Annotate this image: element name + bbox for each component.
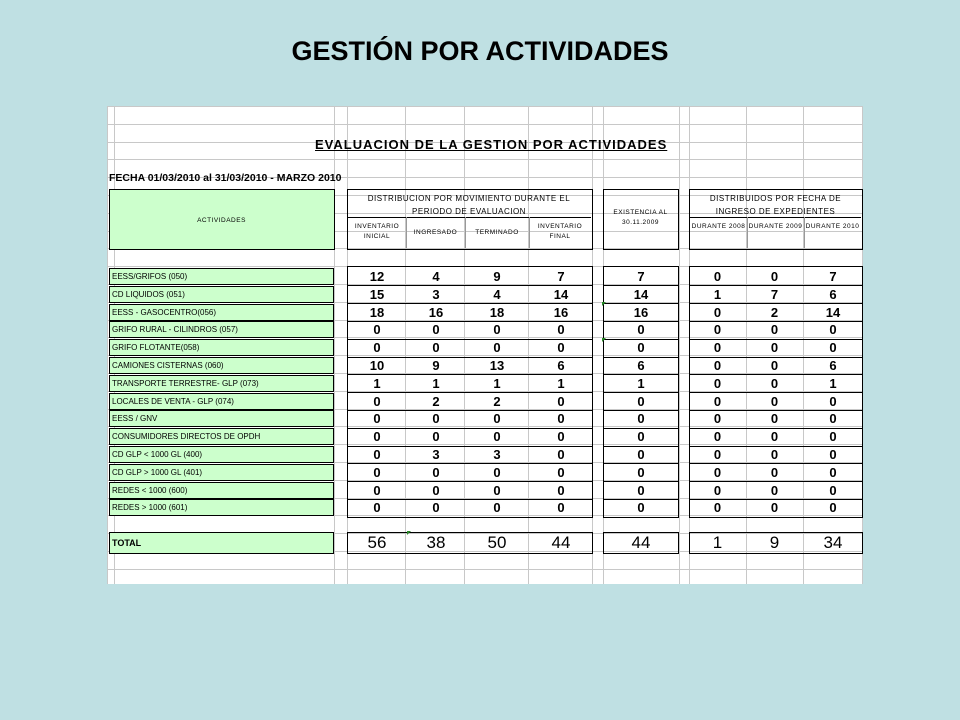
value-cell: 15 [369,286,385,302]
value-cell: 0 [713,464,722,480]
value-cell: 0 [637,464,645,480]
col-durante-2008: DURANTE 2008 [691,223,746,230]
value-cell: 0 [770,464,779,480]
value-cell: 0 [432,322,440,338]
activity-label: REDES > 1000 (601) [109,499,334,516]
value-cell: 0 [713,500,722,516]
col-inventario-inicial: INVENTARIO INICIAL [354,223,400,240]
value-cell: 0 [770,447,779,462]
value-cell: 0 [373,393,381,409]
value-cell: 6 [829,286,837,302]
value-cell: 3 [432,286,440,302]
gridline [107,124,863,125]
value-cell: 2 [770,304,779,320]
value-cell: 0 [373,500,381,516]
activity-label: EESS/GRIFOS (050) [109,268,334,285]
value-cell: 0 [713,393,722,409]
value-cell: 18 [489,304,505,320]
value-cell: 1 [713,286,722,302]
value-cell: 0 [373,429,381,445]
value-cell: 18 [369,304,385,320]
distribuidos-header [689,189,863,250]
value-cell: 0 [829,393,837,409]
value-cell: 0 [637,393,645,409]
gridline [107,569,863,570]
value-cell: 0 [637,500,645,516]
value-cell: 2 [493,393,501,409]
value-cell: 16 [553,304,569,320]
value-cell: 16 [633,304,649,320]
activity-label: CD GLP > 1000 GL (401) [109,464,334,481]
value-cell: 0 [829,322,837,338]
value-cell: 0 [713,269,722,284]
col-durante-2009: DURANTE 2009 [748,223,803,230]
value-cell: 0 [373,322,381,338]
value-cell: 0 [557,429,565,445]
total-value: 50 [487,533,507,552]
activity-label: REDES < 1000 (600) [109,482,334,499]
value-cell: 0 [829,411,837,427]
activity-label: LOCALES DE VENTA - GLP (074) [109,393,334,410]
total-value: 38 [426,533,446,552]
gridline [107,159,863,160]
activity-label: CAMIONES CISTERNAS (060) [109,357,334,374]
value-cell: 0 [373,464,381,480]
value-cell: 16 [428,304,444,320]
spreadsheet [107,106,863,584]
value-cell: 6 [637,358,645,373]
date-range: FECHA 01/03/2010 al 31/03/2010 - MARZO 2010 [109,172,342,184]
value-cell: 12 [369,269,385,284]
col-inventario-final: INVENTARIO FINAL [537,223,583,240]
value-cell: 1 [373,375,381,391]
activity-label: EESS / GNV [109,410,334,427]
value-cell: 0 [637,447,645,462]
value-cell: 0 [637,322,645,338]
value-cell: 0 [770,375,779,391]
activity-label: GRIFO FLOTANTE(058) [109,339,334,356]
value-cell: 0 [557,500,565,516]
value-cell: 4 [493,286,501,302]
value-cell: 0 [432,411,440,427]
value-cell: 0 [829,429,837,445]
activity-label: CD LIQUIDOS (051) [109,286,334,303]
total-value: 34 [823,533,843,552]
col-ingresado: INGRESADO [413,229,458,236]
actividades-header [109,189,335,250]
value-cell: 0 [557,464,565,480]
value-cell: 0 [829,482,837,498]
distribuidos-header-label: DISTRIBUIDOS POR FECHA DE INGRESO DE EXPEDIENTES [709,194,842,216]
value-cell: 0 [432,464,440,480]
value-cell: 7 [829,269,837,284]
value-cell: 0 [713,447,722,462]
value-cell: 0 [637,411,645,427]
value-cell: 1 [432,375,440,391]
value-cell: 0 [493,482,501,498]
value-cell: 0 [373,340,381,356]
value-cell: 6 [557,358,565,373]
value-cell: 0 [557,340,565,356]
activity-label: TRANSPORTE TERRESTRE- GLP (073) [109,375,334,392]
value-cell: 0 [713,375,722,391]
value-cell: 10 [369,358,385,373]
value-cell: 0 [493,429,501,445]
value-cell: 0 [432,500,440,516]
total-value: 9 [769,533,780,552]
value-cell: 0 [829,340,837,356]
value-cell: 0 [557,393,565,409]
col-terminado: TERMINADO [475,229,519,236]
value-cell: 0 [432,482,440,498]
value-cell: 3 [493,447,501,462]
activity-label: CD GLP < 1000 GL (400) [109,446,334,463]
value-cell: 1 [493,375,501,391]
activity-label: CONSUMIDORES DIRECTOS DE OPDH [109,428,334,445]
value-cell: 0 [637,429,645,445]
value-cell: 0 [637,482,645,498]
actividades-header-label: ACTIVIDADES [197,217,246,224]
value-cell: 0 [557,482,565,498]
value-cell: 0 [373,447,381,462]
value-cell: 0 [557,411,565,427]
slide-title: GESTIÓN POR ACTIVIDADES [291,36,669,66]
col-durante-2010: DURANTE 2010 [805,223,860,230]
total-value: 1 [712,533,723,552]
total-value: 44 [551,533,571,552]
value-cell: 7 [557,269,565,284]
value-cell: 14 [633,286,649,302]
value-cell: 0 [713,340,722,356]
value-cell: 7 [770,286,779,302]
value-cell: 0 [770,358,779,373]
value-cell: 0 [432,429,440,445]
distribucion-header [347,189,593,250]
value-cell: 9 [493,269,501,284]
value-cell: 7 [637,269,645,284]
value-cell: 0 [770,269,779,284]
value-cell: 0 [770,500,779,516]
value-cell: 0 [493,322,501,338]
total-value: 44 [631,533,651,552]
value-cell: 14 [553,286,569,302]
existencia-header-label: EXISTENCIA AL 30.11.2009 [613,209,668,226]
value-cell: 13 [489,358,505,373]
value-cell: 0 [770,411,779,427]
total-value: 56 [367,533,387,552]
value-cell: 0 [713,358,722,373]
cell-comment-marker [602,302,606,306]
value-cell: 0 [770,322,779,338]
cell-comment-marker [602,338,606,342]
value-cell: 0 [770,482,779,498]
value-cell: 1 [637,375,645,391]
value-cell: 0 [637,340,645,356]
value-cell: 0 [373,411,381,427]
cell-comment-marker [407,531,411,535]
value-cell: 0 [770,429,779,445]
gridline [107,106,863,107]
value-cell: 9 [432,358,440,373]
value-cell: 0 [770,340,779,356]
value-cell: 4 [432,269,440,284]
value-cell: 0 [373,482,381,498]
activity-label: EESS - GASOCENTRO(056) [109,304,334,321]
activity-label: GRIFO RURAL - CILINDROS (057) [109,321,334,338]
value-cell: 0 [713,304,722,320]
value-cell: 0 [829,464,837,480]
value-cell: 0 [432,340,440,356]
value-cell: 0 [493,464,501,480]
value-cell: 0 [713,411,722,427]
value-cell: 0 [713,482,722,498]
total-label: TOTAL [109,532,334,554]
existencia-header [603,189,679,250]
value-cell: 0 [829,447,837,462]
value-cell: 0 [557,322,565,338]
value-cell: 0 [557,447,565,462]
value-cell: 14 [825,304,841,320]
value-cell: 3 [432,447,440,462]
value-cell: 0 [829,500,837,516]
sheet-subtitle: EVALUACION DE LA GESTION POR ACTIVIDADES [315,137,668,152]
value-cell: 0 [493,340,501,356]
value-cell: 2 [432,393,440,409]
value-cell: 0 [713,322,722,338]
distribucion-header-label: DISTRIBUCION POR MOVIMIENTO DURANTE EL PERIODO DE EVALUACION [367,194,571,216]
value-cell: 0 [713,429,722,445]
value-cell: 0 [493,500,501,516]
value-cell: 1 [557,375,565,391]
value-cell: 0 [770,393,779,409]
value-cell: 0 [493,411,501,427]
value-cell: 6 [829,358,837,373]
value-cell: 1 [829,375,837,391]
